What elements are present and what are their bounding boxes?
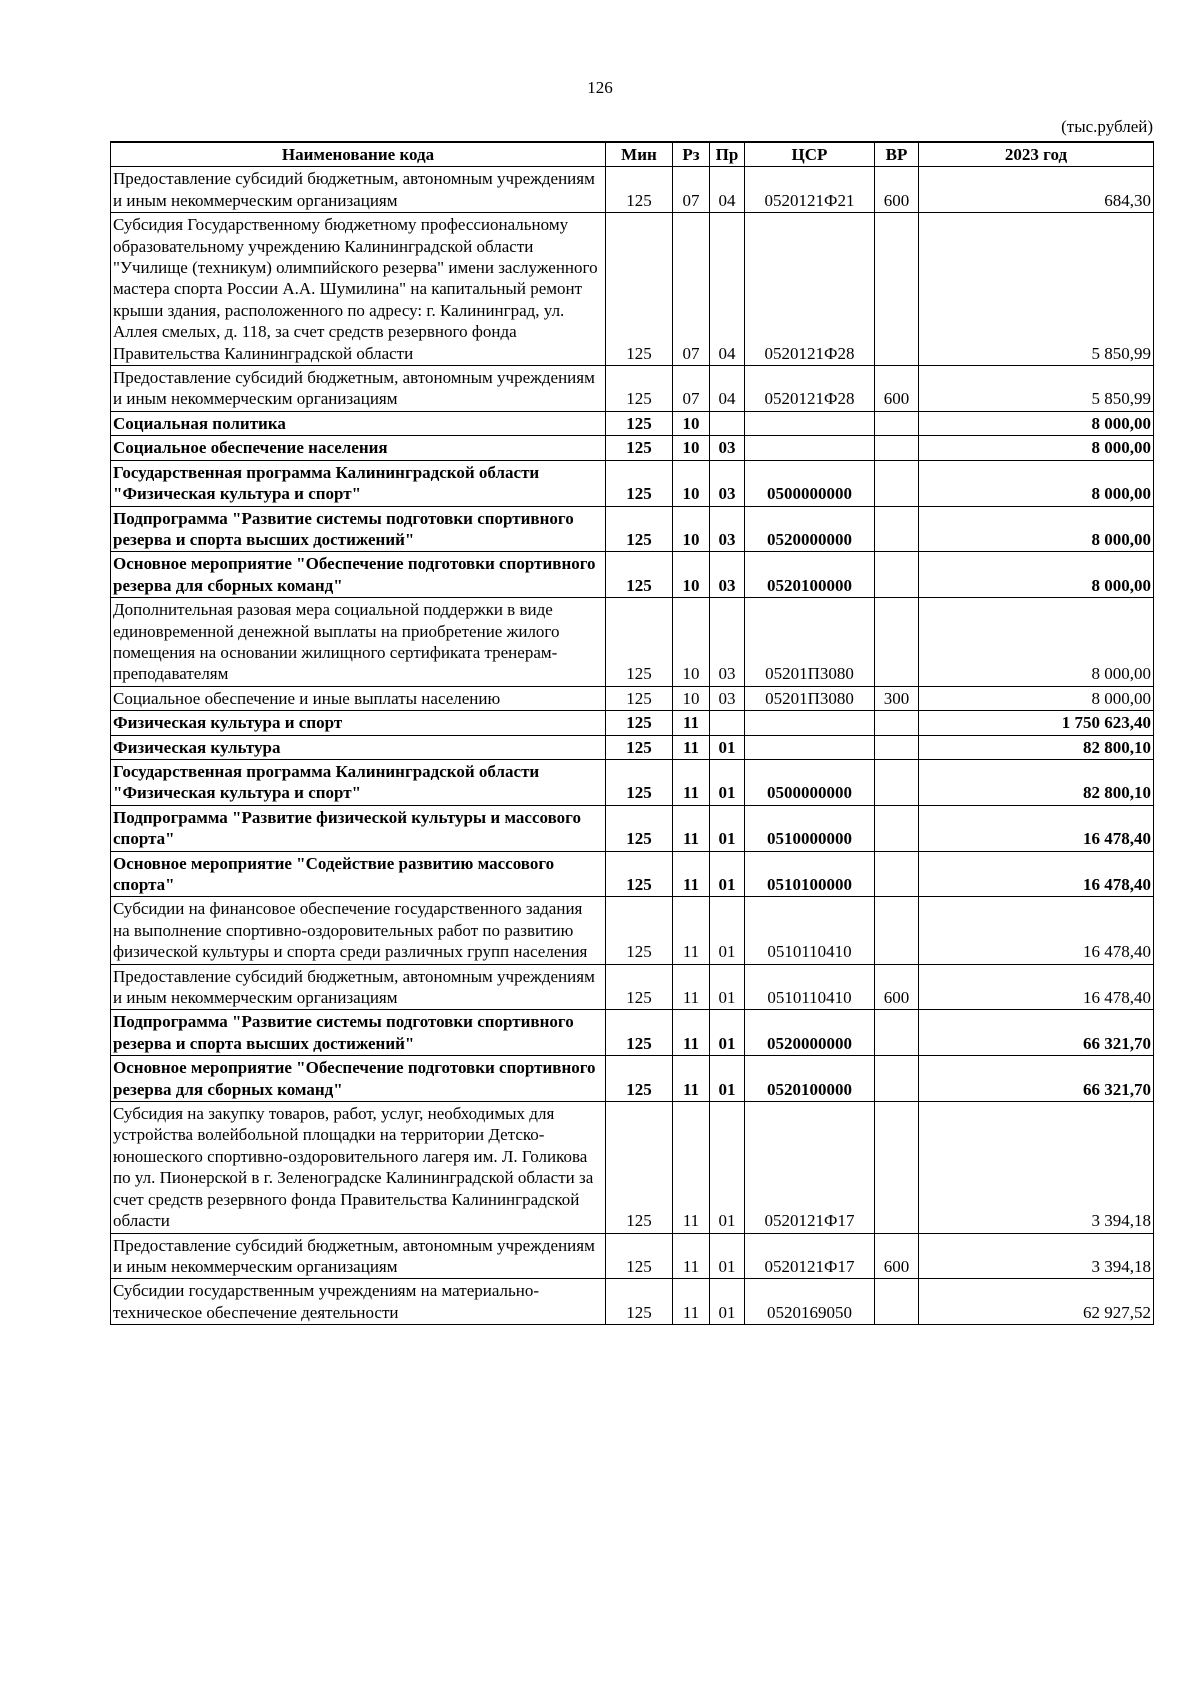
cell-sum: 3 394,18 <box>919 1233 1154 1279</box>
cell-rz: 10 <box>673 436 710 460</box>
cell-rz: 11 <box>673 1102 710 1233</box>
cell-rz: 11 <box>673 851 710 897</box>
cell-min: 125 <box>606 213 673 366</box>
cell-vr <box>875 897 919 964</box>
cell-sum: 8 000,00 <box>919 460 1154 506</box>
cell-pr: 04 <box>710 366 745 412</box>
cell-sum: 16 478,40 <box>919 851 1154 897</box>
cell-sum: 66 321,70 <box>919 1056 1154 1102</box>
budget-table <box>110 141 1154 1325</box>
cell-pr: 01 <box>710 1056 745 1102</box>
cell-name: Социальное обеспечение и иные выплаты населению <box>111 686 606 710</box>
cell-vr <box>875 506 919 552</box>
table-row <box>111 964 1154 1010</box>
cell-csr: 05201П3080 <box>745 598 875 687</box>
table-row <box>111 1010 1154 1056</box>
cell-vr: 600 <box>875 1233 919 1279</box>
cell-vr <box>875 552 919 598</box>
cell-rz: 11 <box>673 805 710 851</box>
table-row <box>111 759 1154 805</box>
table-row <box>111 460 1154 506</box>
table-row <box>111 686 1154 710</box>
cell-vr <box>875 759 919 805</box>
cell-pr: 01 <box>710 805 745 851</box>
cell-min: 125 <box>606 460 673 506</box>
table-body <box>111 167 1154 1325</box>
table-row <box>111 506 1154 552</box>
cell-min: 125 <box>606 167 673 213</box>
cell-pr: 01 <box>710 1102 745 1233</box>
cell-csr: 0520000000 <box>745 1010 875 1056</box>
cell-vr <box>875 411 919 435</box>
cell-min: 125 <box>606 366 673 412</box>
cell-rz: 11 <box>673 897 710 964</box>
cell-pr: 01 <box>710 897 745 964</box>
cell-pr: 03 <box>710 552 745 598</box>
cell-pr <box>710 411 745 435</box>
cell-csr: 0520121Ф21 <box>745 167 875 213</box>
cell-min: 125 <box>606 964 673 1010</box>
cell-name: Государственная программа Калининградской области "Физическая культура и спорт" <box>111 460 606 506</box>
cell-min: 125 <box>606 1056 673 1102</box>
cell-rz: 11 <box>673 1056 710 1102</box>
cell-name: Предоставление субсидий бюджетным, автономным учреждениям и иным некоммерческим организациям <box>111 1233 606 1279</box>
cell-csr: 0520121Ф17 <box>745 1102 875 1233</box>
header-row <box>111 142 1154 167</box>
header-rz: Рз <box>673 142 710 167</box>
cell-vr <box>875 436 919 460</box>
cell-vr <box>875 1010 919 1056</box>
cell-min: 125 <box>606 506 673 552</box>
cell-rz: 10 <box>673 460 710 506</box>
cell-min: 125 <box>606 711 673 735</box>
cell-vr: 600 <box>875 167 919 213</box>
cell-rz: 07 <box>673 167 710 213</box>
cell-sum: 5 850,99 <box>919 366 1154 412</box>
cell-csr <box>745 735 875 759</box>
cell-pr: 01 <box>710 735 745 759</box>
cell-sum: 82 800,10 <box>919 735 1154 759</box>
cell-rz: 11 <box>673 1233 710 1279</box>
cell-pr: 03 <box>710 506 745 552</box>
table-row <box>111 598 1154 687</box>
cell-sum: 16 478,40 <box>919 805 1154 851</box>
table-row <box>111 213 1154 366</box>
cell-csr: 0510000000 <box>745 805 875 851</box>
cell-sum: 8 000,00 <box>919 506 1154 552</box>
cell-name: Государственная программа Калининградской области "Физическая культура и спорт" <box>111 759 606 805</box>
cell-csr: 0520121Ф28 <box>745 366 875 412</box>
table-header <box>111 142 1154 167</box>
cell-name: Физическая культура и спорт <box>111 711 606 735</box>
cell-csr: 0510100000 <box>745 851 875 897</box>
cell-pr: 03 <box>710 436 745 460</box>
table-row <box>111 851 1154 897</box>
cell-name: Социальная политика <box>111 411 606 435</box>
header-csr: ЦСР <box>745 142 875 167</box>
cell-csr: 0510110410 <box>745 897 875 964</box>
cell-rz: 10 <box>673 686 710 710</box>
cell-sum: 8 000,00 <box>919 686 1154 710</box>
cell-min: 125 <box>606 759 673 805</box>
cell-pr <box>710 711 745 735</box>
header-pr: Пр <box>710 142 745 167</box>
cell-sum: 62 927,52 <box>919 1279 1154 1325</box>
cell-rz: 10 <box>673 506 710 552</box>
table-row <box>111 552 1154 598</box>
header-min: Мин <box>606 142 673 167</box>
cell-csr: 0520100000 <box>745 552 875 598</box>
cell-name: Основное мероприятие "Обеспечение подготовки спортивного резерва для сборных команд" <box>111 1056 606 1102</box>
cell-pr: 04 <box>710 213 745 366</box>
table-row <box>111 1056 1154 1102</box>
cell-rz: 11 <box>673 735 710 759</box>
cell-rz: 10 <box>673 411 710 435</box>
cell-sum: 8 000,00 <box>919 436 1154 460</box>
cell-min: 125 <box>606 436 673 460</box>
cell-csr <box>745 711 875 735</box>
cell-vr <box>875 1279 919 1325</box>
cell-min: 125 <box>606 1102 673 1233</box>
cell-vr: 600 <box>875 366 919 412</box>
cell-pr: 03 <box>710 598 745 687</box>
cell-min: 125 <box>606 552 673 598</box>
header-vr: ВР <box>875 142 919 167</box>
cell-min: 125 <box>606 1233 673 1279</box>
cell-rz: 07 <box>673 213 710 366</box>
cell-name: Предоставление субсидий бюджетным, автономным учреждениям и иным некоммерческим организациям <box>111 167 606 213</box>
cell-sum: 5 850,99 <box>919 213 1154 366</box>
cell-sum: 82 800,10 <box>919 759 1154 805</box>
cell-sum: 1 750 623,40 <box>919 711 1154 735</box>
cell-name: Подпрограмма "Развитие физической культуры и массового спорта" <box>111 805 606 851</box>
cell-name: Субсидии государственным учреждениям на материально-техническое обеспечение деятельности <box>111 1279 606 1325</box>
cell-pr: 03 <box>710 686 745 710</box>
cell-vr <box>875 735 919 759</box>
cell-min: 125 <box>606 805 673 851</box>
cell-min: 125 <box>606 1010 673 1056</box>
cell-min: 125 <box>606 598 673 687</box>
header-sum: 2023 год <box>919 142 1154 167</box>
cell-rz: 10 <box>673 552 710 598</box>
cell-csr: 0520169050 <box>745 1279 875 1325</box>
cell-name: Основное мероприятие "Содействие развитию массового спорта" <box>111 851 606 897</box>
cell-rz: 11 <box>673 711 710 735</box>
cell-vr <box>875 1102 919 1233</box>
cell-csr: 0520121Ф17 <box>745 1233 875 1279</box>
cell-csr: 0520121Ф28 <box>745 213 875 366</box>
table-row <box>111 805 1154 851</box>
cell-sum: 3 394,18 <box>919 1102 1154 1233</box>
cell-csr: 0510110410 <box>745 964 875 1010</box>
cell-vr <box>875 711 919 735</box>
cell-sum: 16 478,40 <box>919 964 1154 1010</box>
cell-vr <box>875 1056 919 1102</box>
cell-sum: 8 000,00 <box>919 598 1154 687</box>
cell-vr <box>875 805 919 851</box>
table-row <box>111 735 1154 759</box>
cell-name: Основное мероприятие "Обеспечение подготовки спортивного резерва для сборных команд" <box>111 552 606 598</box>
cell-pr: 01 <box>710 1010 745 1056</box>
cell-csr <box>745 411 875 435</box>
table-row <box>111 1233 1154 1279</box>
cell-pr: 01 <box>710 1233 745 1279</box>
cell-rz: 07 <box>673 366 710 412</box>
cell-min: 125 <box>606 851 673 897</box>
cell-sum: 8 000,00 <box>919 411 1154 435</box>
cell-sum: 16 478,40 <box>919 897 1154 964</box>
cell-csr: 05201П3080 <box>745 686 875 710</box>
cell-csr <box>745 436 875 460</box>
cell-csr: 0520100000 <box>745 1056 875 1102</box>
cell-csr: 0520000000 <box>745 506 875 552</box>
cell-vr: 600 <box>875 964 919 1010</box>
table-row <box>111 436 1154 460</box>
page-number: 126 <box>587 78 613 97</box>
table-row <box>111 167 1154 213</box>
cell-vr <box>875 213 919 366</box>
cell-pr: 01 <box>710 759 745 805</box>
table-row <box>111 411 1154 435</box>
cell-rz: 11 <box>673 1010 710 1056</box>
cell-vr <box>875 460 919 506</box>
cell-name: Подпрограмма "Развитие системы подготовки спортивного резерва и спорта высших достижений" <box>111 506 606 552</box>
cell-name: Субсидии на финансовое обеспечение государственного задания на выполнение спортивно-оздоровительных работ по развитию физической культуры и спорта среди различных групп населения <box>111 897 606 964</box>
cell-name: Социальное обеспечение населения <box>111 436 606 460</box>
cell-name: Дополнительная разовая мера социальной поддержки в виде единовременной денежной выплаты на приобретение жилого помещения на основании жилищного сертификата тренерам-преподавателям <box>111 598 606 687</box>
cell-csr: 0500000000 <box>745 460 875 506</box>
cell-pr: 01 <box>710 964 745 1010</box>
cell-pr: 01 <box>710 1279 745 1325</box>
table-row <box>111 1102 1154 1233</box>
cell-min: 125 <box>606 1279 673 1325</box>
table-row <box>111 1279 1154 1325</box>
cell-min: 125 <box>606 897 673 964</box>
cell-min: 125 <box>606 411 673 435</box>
cell-sum: 8 000,00 <box>919 552 1154 598</box>
cell-name: Предоставление субсидий бюджетным, автономным учреждениям и иным некоммерческим организациям <box>111 964 606 1010</box>
cell-sum: 66 321,70 <box>919 1010 1154 1056</box>
cell-vr <box>875 598 919 687</box>
cell-name: Субсидия Государственному бюджетному профессиональному образовательному учреждению Калининградской области "Училище (техникум) олимпийского резерва" имени заслуженного мастера спорта России А.А. Шумилина" на капитальный ремонт крыши здания, расположенного по адресу: г. Калининград, ул. Аллея смелых, д. 118, за счет средств резервного фонда Правительства Калининградской области <box>111 213 606 366</box>
cell-csr: 0500000000 <box>745 759 875 805</box>
units-label: (тыс.рублей) <box>1061 117 1153 136</box>
cell-min: 125 <box>606 686 673 710</box>
table-row <box>111 897 1154 964</box>
header-name: Наименование кода <box>111 142 606 167</box>
cell-min: 125 <box>606 735 673 759</box>
table-row <box>111 711 1154 735</box>
cell-rz: 11 <box>673 1279 710 1325</box>
cell-name: Субсидия на закупку товаров, работ, услуг, необходимых для устройства волейбольной площадки на территории Детско-юношеского спортивно-оздоровительного лагеря им. Л. Голикова по ул. Пионерской в г. Зеленоградске Калининградской области за счет средств резервного фонда Правительства Калининградской области <box>111 1102 606 1233</box>
cell-pr: 01 <box>710 851 745 897</box>
table-row <box>111 366 1154 412</box>
cell-rz: 11 <box>673 759 710 805</box>
cell-name: Предоставление субсидий бюджетным, автономным учреждениям и иным некоммерческим организациям <box>111 366 606 412</box>
cell-vr: 300 <box>875 686 919 710</box>
cell-name: Физическая культура <box>111 735 606 759</box>
cell-name: Подпрограмма "Развитие системы подготовки спортивного резерва и спорта высших достижений" <box>111 1010 606 1056</box>
cell-rz: 10 <box>673 598 710 687</box>
cell-rz: 11 <box>673 964 710 1010</box>
cell-sum: 684,30 <box>919 167 1154 213</box>
cell-pr: 04 <box>710 167 745 213</box>
cell-pr: 03 <box>710 460 745 506</box>
cell-vr <box>875 851 919 897</box>
